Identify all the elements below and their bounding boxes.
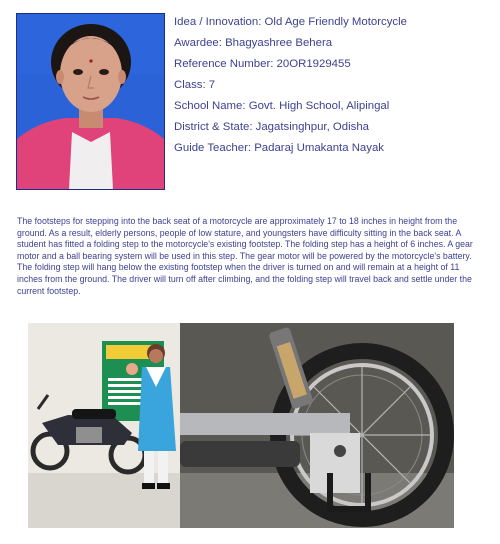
awardee-info xyxy=(174,12,494,159)
awardee-line: Awardee: Bhagyashree Behera xyxy=(174,37,333,49)
student-with-motorcycle-photo xyxy=(28,323,180,528)
school-name-line: School Name: Govt. High School, Alipingal xyxy=(174,100,390,112)
guide-teacher-line: Guide Teacher: Padaraj Umakanta Nayak xyxy=(174,142,384,154)
class-line: Class: 7 xyxy=(174,79,216,91)
awardee-portrait-photo xyxy=(16,13,165,190)
district-state-line: District & State: Jagatsinghpur, Odisha xyxy=(174,121,370,133)
innovation-description: The footsteps for stepping into the back seat of a motorcycle are approximately 17 to 18 inches in height from the ground. As a result, elderly persons, people of low stature, and youngsters have difficulty sitting in the back seat. A student has fitted a folding step to the motorcycle's existing footstep. The folding step has a height of 6 inches. A gear motor and a ball bearing system will be used in this step. The gear motor will be powered by the motorcycle's battery. The folding step will hang below the existing footstep when the driver is turned on and will remain at a height of 11 inches from the ground. The driver will turn off after climbing, and the folding step will travel back and settle under the current footstep. xyxy=(17,216,473,296)
idea-line: Idea / Innovation: Old Age Friendly Motorcycle xyxy=(174,16,407,28)
reference-number-line: Reference Number: 20OR1929455 xyxy=(174,58,351,70)
folding-step-closeup-photo xyxy=(180,323,454,528)
